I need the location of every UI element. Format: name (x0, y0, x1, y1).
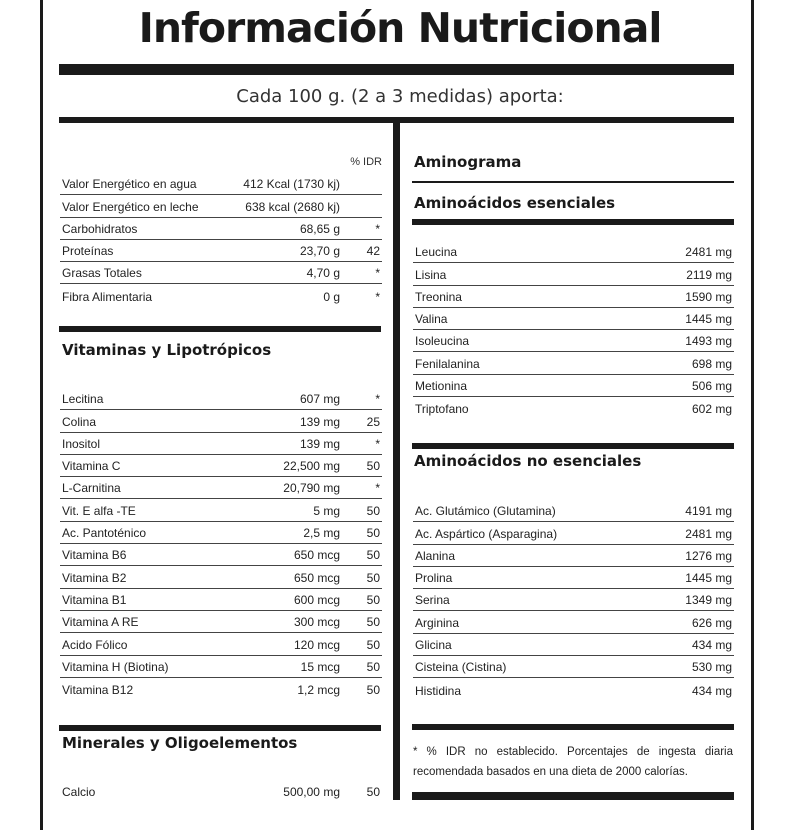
nutrient-amount: 1493 mg (685, 334, 732, 349)
table-row (413, 678, 734, 700)
essential-amino-list (413, 241, 734, 419)
nutrient-name: Arginina (415, 615, 460, 630)
table-row (60, 611, 382, 633)
nutrient-name: Vitamina H (Biotina) (62, 659, 169, 674)
nutrient-amount: 434 mg (691, 638, 732, 653)
non-essential-title: Aminoácidos no esenciales (414, 452, 642, 470)
idr-percent: 50 (366, 570, 380, 585)
table-row (413, 263, 734, 285)
non-essential-rule (412, 443, 734, 449)
table-row (60, 173, 382, 195)
idr-percent: 50 (366, 548, 380, 563)
nutrient-name: Cisteina (Cistina) (415, 660, 507, 675)
nutrient-name: Carbohidratos (62, 221, 138, 236)
nutrient-amount: 1445 mg (685, 571, 732, 586)
footnote-rule (412, 724, 734, 730)
table-row (60, 284, 382, 306)
nutrient-amount: 1590 mg (685, 289, 732, 304)
nutrient-name: Vitamina B1 (62, 592, 127, 607)
idr-percent: * (375, 221, 380, 236)
table-row (60, 656, 382, 678)
nutrient-amount: 300 mcg (293, 615, 340, 630)
nutrient-amount: 5 mg (313, 503, 340, 518)
table-row (413, 656, 734, 678)
nutrient-name: Vitamina B2 (62, 570, 127, 585)
nutrient-amount: 2481 mg (685, 245, 732, 260)
nutrient-name: Leucina (415, 245, 458, 260)
nutrient-amount: 650 mcg (293, 548, 340, 563)
table-row (413, 375, 734, 397)
idr-percent: 42 (366, 244, 380, 259)
nutrient-amount: 412 Kcal (1730 kj) (243, 177, 340, 192)
table-row (60, 455, 382, 477)
table-row (60, 780, 382, 802)
idr-percent: 50 (366, 637, 380, 652)
table-row (413, 545, 734, 567)
nutrient-amount: 1276 mg (685, 548, 732, 563)
idr-percent: 50 (366, 503, 380, 518)
idr-percent: * (375, 392, 380, 407)
table-row (60, 544, 382, 566)
nutrient-amount: 20,790 mg (283, 481, 340, 496)
nutrient-amount: 139 mg (299, 414, 340, 429)
idr-percent: 50 (366, 592, 380, 607)
nutrient-name: Fibra Alimentaria (62, 289, 153, 304)
idr-percent: * (375, 436, 380, 451)
nutrient-amount: 1349 mg (685, 593, 732, 608)
nutrient-amount: 2119 mg (686, 267, 732, 282)
table-row (413, 397, 734, 419)
idr-percent: 50 (366, 526, 380, 541)
idr-percent: 25 (366, 414, 380, 429)
nutrient-amount: 600 mcg (293, 592, 340, 607)
nutrient-amount: 4191 mg (685, 504, 732, 519)
non-essential-amino-list (413, 500, 734, 701)
table-row (413, 241, 734, 263)
idr-percent: 50 (366, 615, 380, 630)
table-row (60, 477, 382, 499)
nutrient-name: Vitamina A RE (62, 615, 139, 630)
nutrient-amount: 2,5 mg (303, 526, 340, 541)
nutrient-name: Valina (415, 312, 448, 327)
nutrient-amount: 506 mg (691, 379, 732, 394)
bottom-rule (412, 792, 734, 800)
vitamins-list (60, 388, 382, 700)
table-row (60, 633, 382, 655)
table-row (413, 567, 734, 589)
nutrient-name: Serina (415, 593, 450, 608)
table-row (413, 522, 734, 544)
essential-title: Aminoácidos esenciales (414, 194, 616, 212)
nutrient-name: Prolina (415, 571, 453, 586)
nutrient-amount: 602 mg (691, 402, 732, 417)
nutrient-amount: 23,70 g (299, 244, 340, 259)
table-row (60, 195, 382, 217)
nutrient-name: L-Carnitina (62, 481, 121, 496)
nutrient-name: Triptofano (415, 402, 469, 417)
idr-percent: 50 (366, 785, 380, 800)
nutrient-amount: 434 mg (691, 683, 732, 698)
nutrient-name: Histidina (415, 683, 462, 698)
nutrient-amount: 1,2 mcg (297, 683, 340, 698)
nutrient-name: Acido Fólico (62, 637, 128, 652)
nutrient-name: Proteínas (62, 244, 114, 259)
nutrient-amount: 2481 mg (685, 526, 732, 541)
table-row (413, 589, 734, 611)
nutrient-amount: 22,500 mg (283, 459, 340, 474)
idr-column-header: % IDR (350, 156, 382, 168)
essential-rule (412, 219, 734, 225)
nutrient-amount: 15 mcg (300, 659, 340, 674)
page-title: Información Nutricional (138, 4, 662, 52)
nutrient-amount: 530 mg (691, 660, 732, 675)
table-row (413, 611, 734, 633)
column-divider (393, 123, 400, 800)
minerals-title: Minerales y Oligoelementos (62, 734, 298, 752)
nutrient-name: Metionina (415, 379, 468, 394)
nutrient-name: Valor Energético en leche (62, 199, 199, 214)
nutrient-amount: 698 mg (691, 356, 732, 371)
aminogram-rule (412, 181, 734, 183)
vitamins-rule (59, 326, 381, 332)
table-row (60, 678, 382, 700)
nutrient-amount: 500,00 mg (283, 785, 340, 800)
nutrient-name: Calcio (62, 785, 96, 800)
nutrient-name: Lisina (415, 267, 447, 282)
table-row (60, 589, 382, 611)
nutrient-amount: 626 mg (691, 615, 732, 630)
nutrient-name: Glicina (415, 638, 452, 653)
nutrient-name: Vit. E alfa -TE (62, 503, 136, 518)
nutrient-amount: 650 mcg (293, 570, 340, 585)
idr-percent: 50 (366, 683, 380, 698)
nutrient-name: Vitamina B6 (62, 548, 127, 563)
footnote: * % IDR no establecido. Porcentajes de ingesta diaria recomendada basados en una dieta de 2000 calorías. (413, 746, 733, 778)
table-row (60, 566, 382, 588)
table-row (60, 433, 382, 455)
table-row (413, 330, 734, 352)
general-nutrients-list (60, 173, 382, 307)
nutrient-amount: 607 mg (299, 392, 340, 407)
nutrient-name: Vitamina B12 (62, 683, 134, 698)
nutrient-amount: 638 kcal (2680 kj) (245, 199, 340, 214)
nutrient-amount: 0 g (323, 289, 340, 304)
minerals-list (60, 780, 382, 802)
nutrient-name: Alanina (415, 548, 456, 563)
table-row (60, 218, 382, 240)
idr-percent: * (375, 266, 380, 281)
table-row (60, 388, 382, 410)
vitamins-title: Vitaminas y Lipotrópicos (62, 341, 272, 359)
table-row (60, 499, 382, 521)
nutrient-name: Isoleucina (415, 334, 470, 349)
nutrient-name: Ac. Aspártico (Asparagina) (415, 526, 558, 541)
nutrient-amount: 139 mg (299, 436, 340, 451)
title-rule (59, 64, 734, 75)
nutrient-name: Lecitina (62, 392, 104, 407)
table-row (413, 500, 734, 522)
nutrient-name: Ac. Pantoténico (62, 526, 147, 541)
table-row (413, 634, 734, 656)
minerals-rule (59, 725, 381, 731)
idr-percent: * (375, 481, 380, 496)
nutrient-name: Inositol (62, 436, 101, 451)
aminogram-title: Aminograma (414, 153, 522, 171)
nutrient-name: Grasas Totales (62, 266, 142, 281)
serving-subtitle: Cada 100 g. (2 a 3 medidas) aporta: (236, 86, 564, 107)
idr-percent: 50 (366, 459, 380, 474)
table-row (60, 240, 382, 262)
table-row (413, 308, 734, 330)
nutrient-amount: 120 mcg (293, 637, 340, 652)
table-row (60, 262, 382, 284)
nutrient-amount: 68,65 g (299, 221, 340, 236)
table-row (413, 286, 734, 308)
idr-percent: * (375, 289, 380, 304)
nutrient-name: Fenilalanina (415, 356, 480, 371)
idr-percent: 50 (366, 659, 380, 674)
nutrient-amount: 4,70 g (306, 266, 340, 281)
nutrient-name: Valor Energético en agua (62, 177, 197, 192)
nutrient-name: Vitamina C (62, 459, 121, 474)
nutrient-name: Treonina (415, 289, 462, 304)
nutrient-name: Ac. Glutámico (Glutamina) (415, 504, 556, 519)
nutrient-amount: 1445 mg (685, 312, 732, 327)
table-row (60, 410, 382, 432)
table-row (60, 522, 382, 544)
nutrient-name: Colina (62, 414, 97, 429)
table-row (413, 352, 734, 374)
